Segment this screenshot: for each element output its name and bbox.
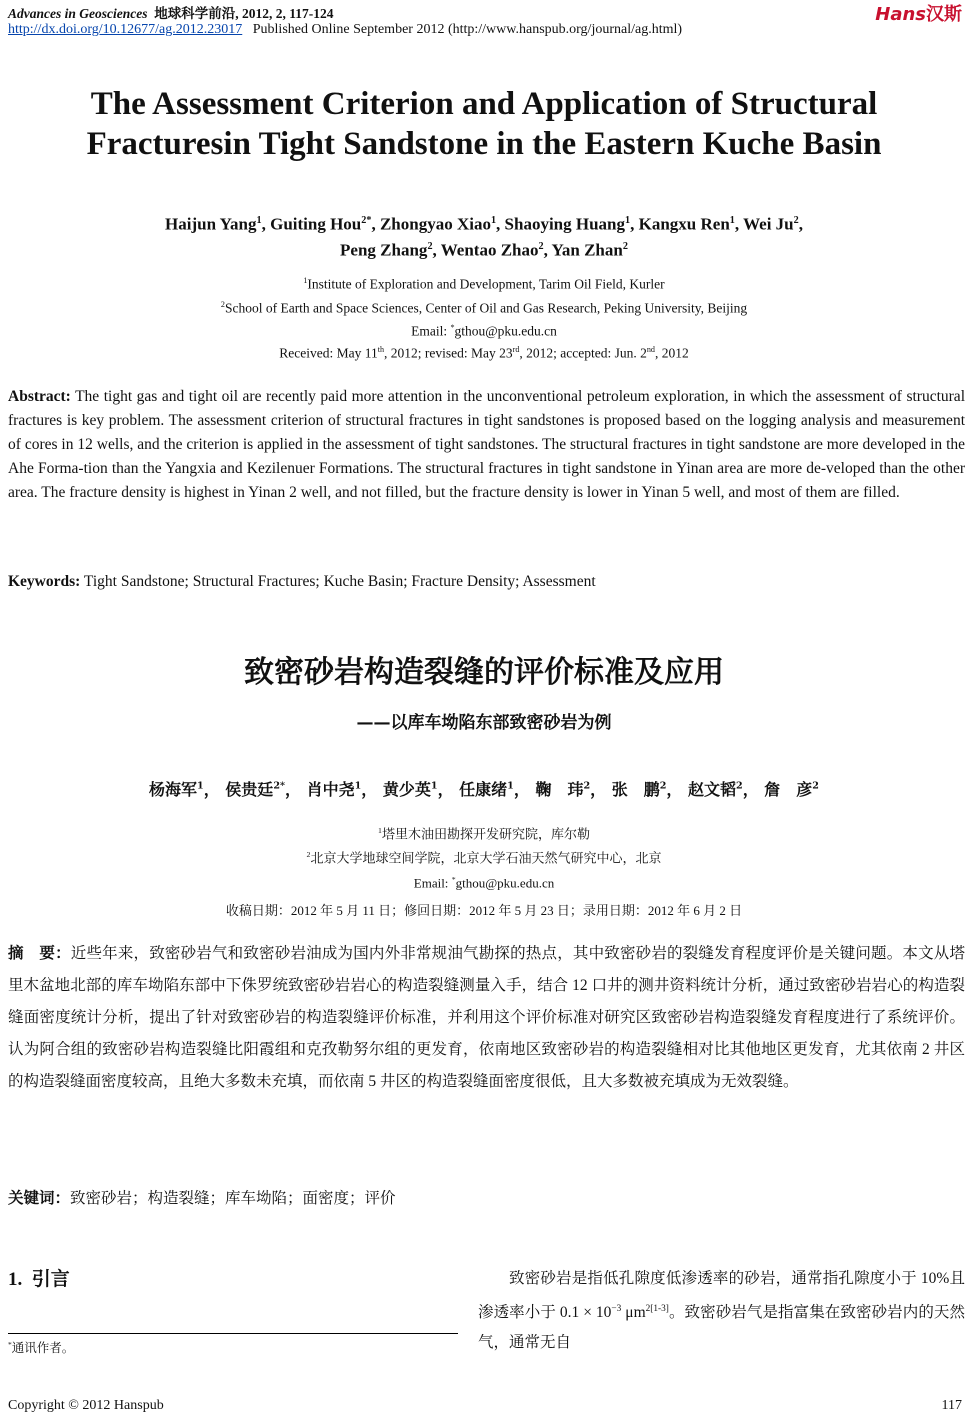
keywords-cn: 关键词：致密砂岩；构造裂缝；库车坳陷；面密度；评价 xyxy=(8,1190,396,1207)
paper-subtitle-cn: ——以库车坳陷东部致密砂岩为例 xyxy=(356,713,612,733)
doi-line xyxy=(8,22,682,38)
body-text-right-column: 致密砂岩是指低孔隙度低渗透率的砂岩，通常指孔隙度小于 10%且渗透率小于 $0.1 \times 10^{-3}$ $\mu m^{2[1-3]}$。致密砂岩气是指富集在致密砂岩内的天然气，通常无自 xyxy=(478,1270,965,1352)
abstract-en xyxy=(8,385,965,505)
paper-title-en: The Assessment Criterion and Application of Structural Fracturesin Tight Sandstone in the Eastern Kuche Basin xyxy=(86,86,882,162)
authors-en: Haijun Yang$^1$, Guiting Hou$^{2*}$, Zhongyao Xiao$^1$, Shaoying Huang$^1$, Kangxu Ren$^1$, Wei Ju$^2$, Peng Zhang$^2$, Wentao Zhao$^2$, Yan Zhan$^2$ xyxy=(165,214,803,260)
abstract-label-cn: 摘 要： xyxy=(8,945,71,962)
abstract-text-en: The tight gas and tight oil are recently paid more attention in the unconventional petroleum exploration, in which the assessment of structural fractures is key problem. The assessment criterion of structural fractures in tight sandstones is proposed based on the logging analysis and measurement of cores in 12 wells, and the criterion is applied in the assessment of tight sandstones. The structural fractures in tight sandstone are more developed in the Ahe Forma-tion than the Yangxia and Kezilenuer Formations. The structural fractures in tight sandstone in Yinan area are more de-veloped than the other area. The fracture density is highest in Yinan 2 well, and not filled, but the fracture density is lower in Yinan 5 well, and most of them are filled. xyxy=(8,388,965,501)
keywords-en: Keywords: Tight Sandstone; Structural Fractures; Kuche Basin; Fracture Density; Assessment xyxy=(8,573,596,590)
publisher-logo: Hans汉斯 xyxy=(875,4,962,25)
journal-name: Advances in Geosciences xyxy=(8,6,148,21)
copyright: Copyright © 2012 Hanspub xyxy=(8,1398,164,1413)
abstract-cn xyxy=(8,938,965,1098)
affiliations-en: $^1$Institute of Exploration and Development, Tarim Oil Field, Kurler $^2$School of Earth and Space Sciences, Center of Oil and Gas Research, Peking University, Beijing Email: *gthou@pku.edu.cn xyxy=(220,276,748,339)
received-dates-cn: 收稿日期：2012 年 5 月 11 日；修回日期：2012 年 5 月 23 日；录用日期：2012 年 6 月 2 日 xyxy=(225,903,743,918)
abstract-text-cn: 近些年来，致密砂岩气和致密砂岩油成为国内外非常规油气勘探的热点，其中致密砂岩的裂缝发育程度评价是关键问题。本文从塔里木盆地北部的库车坳陷东部中下侏罗统致密砂岩岩心的构造裂缝测量入手，结合 12 口井的测井资料统计分析，通过致密砂岩岩心的构造裂缝面密度统计分析，提出了针对致密砂岩的构造裂缝评价标准，并利用这个评价标准对研究区致密砂岩构造裂缝发育程度进行了系统评价。认为阿合组的致密砂岩构造裂缝比阳霞组和克孜勒努尔组的更发育，依南地区致密砂岩的构造裂缝相对比其他地区更发育，尤其依南 2 井区的构造裂缝面密度较高，且绝大多数未充填，而依南 5 井区的构造裂缝面密度很低，且大多数被充填成为无效裂缝。 xyxy=(8,945,965,1090)
footnote-divider xyxy=(8,1333,458,1334)
abstract-label-en: Abstract: xyxy=(8,388,71,405)
email-en[interactable]: gthou@pku.edu.cn xyxy=(454,323,557,339)
footnote: *通讯作者。 xyxy=(8,1339,75,1355)
affiliations-cn: $^1$塔里木油田勘探开发研究院，库尔勒 $^2$北京大学地球空间学院，北京大学石油天然气研究中心，北京 Email: *gthou@pku.edu.cn xyxy=(306,826,662,890)
authors-cn: 杨海军$^1$， 侯贵廷$^{2*}$， 肖中尧$^1$， 黄少英$^1$， 任康绪$^1$， 鞠 玮$^2$， 张 鹏$^2$， 赵文韬$^2$， 詹 彦$^2$ xyxy=(149,780,819,799)
email-cn[interactable]: gthou@pku.edu.cn xyxy=(455,874,555,890)
paper-title-cn: 致密砂岩构造裂缝的评价标准及应用 xyxy=(244,655,724,690)
journal-header xyxy=(8,2,334,22)
doi-link[interactable]: http://dx.doi.org/10.12677/ag.2012.23017 xyxy=(8,22,243,37)
section-heading: 1. 引言 xyxy=(8,1269,70,1290)
received-dates-en: Received: May 11th, 2012; revised: May 23rd, 2012; accepted: Jun. 2nd, 2012 xyxy=(279,345,689,361)
page-number: 117 xyxy=(941,1398,962,1413)
journal-cn: 地球科学前沿, 2012, 2, 117-124 xyxy=(154,6,334,21)
published-info: Published Online September 2012 (http://www.hanspub.org/journal/ag.html) xyxy=(252,22,683,37)
